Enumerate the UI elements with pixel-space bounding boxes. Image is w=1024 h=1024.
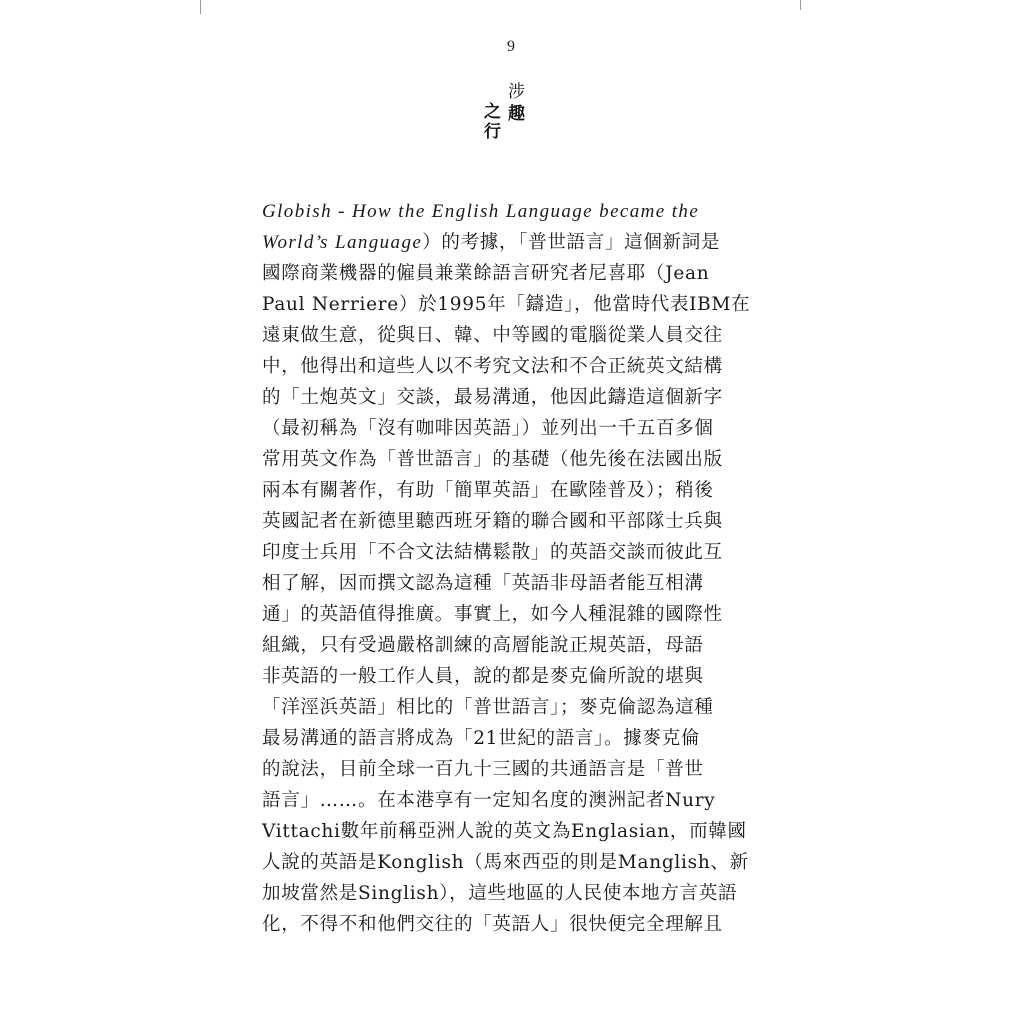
text-line: 的說法，目前全球一百九十三國的共通語言是「普世: [262, 759, 704, 780]
text-line: 加坡當然是Singlish），這些地區的人民使本地方言英語: [262, 883, 738, 904]
text-line: 中，他得出和這些人以不考究文法和不合正統英文結構: [262, 356, 723, 377]
text-line: 最易溝通的語言將成為「21世紀的語言」。據麥克倫: [262, 728, 701, 749]
text-line: 相了解，因而撰文認為這種「英語非母語者能互相溝: [262, 573, 704, 594]
page-edge-right: [800, 0, 801, 10]
header-char: 涉: [508, 82, 525, 102]
text-line: 兩本有關著作，有助「簡單英語」在歐陸普及）；稍後: [262, 480, 714, 501]
page-edge-left: [200, 0, 201, 14]
text-line: Vittachi數年前稱亞洲人說的英文為Englasian，而韓國: [262, 821, 747, 842]
page-number: 9: [507, 38, 515, 55]
text-line: 人說的英語是Konglish（馬來西亞的則是Manglish、新: [262, 852, 749, 873]
text-line: 語言」……。在本港享有一定知名度的澳洲記者Nury: [262, 790, 716, 811]
text-line: 國際商業機器的僱員兼業餘語言研究者尼喜耶（Jean: [262, 263, 710, 284]
header-char: 趣: [508, 104, 525, 124]
running-header: [482, 84, 542, 144]
text-line: 「洋涇浜英語」相比的「普世語言」；麥克倫認為這種: [262, 697, 714, 718]
text-line: 遠東做生意，從與日、韓、中等國的電腦從業人員交往: [262, 325, 723, 346]
text-line: 化，不得不和他們交往的「英語人」很快便完全理解且: [262, 914, 723, 935]
text-line: Paul Nerriere）於1995年「鑄造」，他當時代表IBM在: [262, 294, 751, 315]
text-line: [262, 227, 762, 258]
body-text: [262, 196, 762, 940]
text-line: 的「土炮英文」交談，最易溝通，他因此鑄造這個新字: [262, 387, 723, 408]
text-segment: ）的考據，「普世語言」這個新詞是: [422, 232, 721, 253]
header-char: 之: [484, 102, 501, 122]
text-line: 印度士兵用「不合文法結構鬆散」的英語交談而彼此互: [262, 542, 723, 563]
text-line: 組織，只有受過嚴格訓練的高層能說正規英語，母語: [262, 635, 704, 656]
text-line: （最初稱為「沒有咖啡因英語」）並列出一千五百多個: [262, 418, 714, 439]
text-line: 非英語的一般工作人員，說的都是麥克倫所說的堪與: [262, 666, 704, 687]
text-line: 常用英文作為「普世語言」的基礎（他先後在法國出版: [262, 449, 723, 470]
text-line: 英國記者在新德里聽西班牙籍的聯合國和平部隊士兵與: [262, 511, 723, 532]
text-line: 通」的英語值得推廣。事實上，如今人種混雜的國際性: [262, 604, 723, 625]
header-char: 行: [484, 122, 501, 142]
italic-title-segment: World’s Language: [262, 232, 423, 253]
text-line: Globish - How the English Language became the: [262, 201, 700, 222]
